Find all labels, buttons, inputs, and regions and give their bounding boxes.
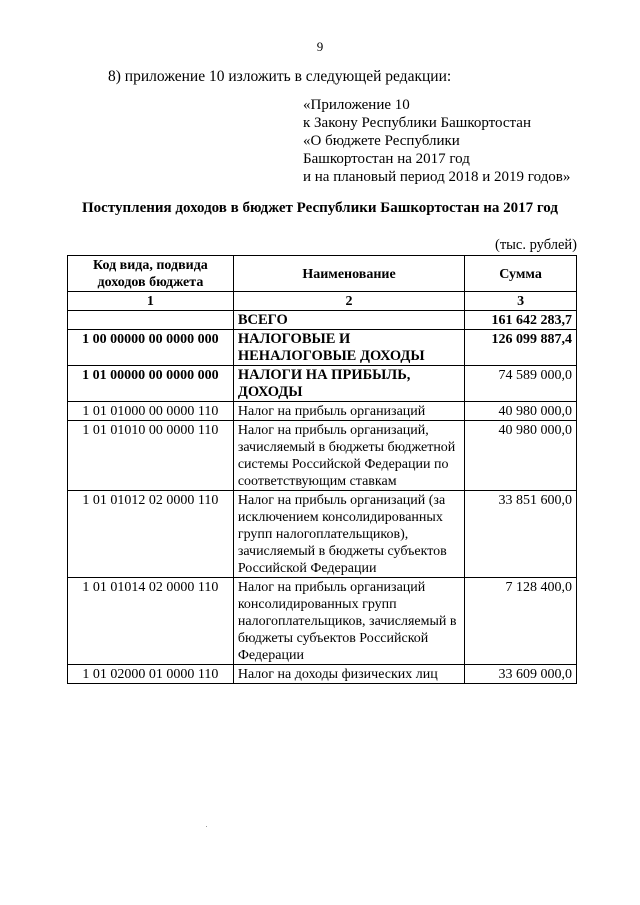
header-name: Наименование	[233, 256, 464, 292]
appendix-line: и на плановый период 2018 и 2019 годов»	[303, 169, 571, 185]
row-amount: 161 642 283,7	[465, 311, 577, 330]
row-name: Налог на прибыль организаций (за исключением консолидированных групп налогоплательщиков), зачисляемый в бюджеты субъектов Российской Федерации	[233, 491, 464, 578]
row-amount: 33 609 000,0	[465, 665, 577, 684]
appendix-line: к Закону Республики Башкортостан	[303, 115, 531, 131]
column-number: 2	[233, 292, 464, 311]
row-name: Налог на прибыль организаций	[233, 402, 464, 421]
row-amount: 126 099 887,4	[465, 330, 577, 366]
row-name: Налог на доходы физических лиц	[233, 665, 464, 684]
table-row	[68, 421, 577, 491]
row-amount: 7 128 400,0	[465, 578, 577, 665]
scan-artifact	[206, 826, 207, 827]
row-name: ВСЕГО	[233, 311, 464, 330]
column-number: 1	[68, 292, 234, 311]
appendix-reference	[303, 96, 570, 186]
row-code: 1 00 00000 00 0000 000	[68, 330, 234, 366]
intro-paragraph: 8) приложение 10 изложить в следующей редакции:	[108, 68, 452, 85]
document-title: Поступления доходов в бюджет Республики Башкортостан на 2017 год	[82, 200, 558, 216]
appendix-line: Башкортостан на 2017 год	[303, 151, 470, 167]
row-name: НАЛОГОВЫЕ И НЕНАЛОГОВЫЕ ДОХОДЫ	[233, 330, 464, 366]
row-amount: 74 589 000,0	[465, 366, 577, 402]
table-header-row	[68, 256, 577, 292]
table-row	[68, 366, 577, 402]
table-row	[68, 402, 577, 421]
row-amount: 40 980 000,0	[465, 402, 577, 421]
revenue-table	[67, 255, 577, 684]
row-code: 1 01 01014 02 0000 110	[68, 578, 234, 665]
table-row	[68, 330, 577, 366]
unit-note: (тыс. рублей)	[495, 237, 577, 253]
row-code: 1 01 02000 01 0000 110	[68, 665, 234, 684]
column-number: 3	[465, 292, 577, 311]
table-row	[68, 311, 577, 330]
row-code: 1 01 01010 00 0000 110	[68, 421, 234, 491]
appendix-line: «О бюджете Республики	[303, 133, 460, 149]
row-code	[68, 311, 234, 330]
column-number-row	[68, 292, 577, 311]
row-name: Налог на прибыль организаций, зачисляемый в бюджеты бюджетной системы Российской Федерации по соответствующим ставкам	[233, 421, 464, 491]
header-code: Код вида, подвида доходов бюджета	[68, 256, 234, 292]
row-amount: 40 980 000,0	[465, 421, 577, 491]
table-row	[68, 491, 577, 578]
row-name: Налог на прибыль организаций консолидированных групп налогоплательщиков, зачисляемый в бюджеты субъектов Российской Федерации	[233, 578, 464, 665]
row-code: 1 01 00000 00 0000 000	[68, 366, 234, 402]
row-amount: 33 851 600,0	[465, 491, 577, 578]
row-code: 1 01 01000 00 0000 110	[68, 402, 234, 421]
row-code: 1 01 01012 02 0000 110	[68, 491, 234, 578]
row-name: НАЛОГИ НА ПРИБЫЛЬ, ДОХОДЫ	[233, 366, 464, 402]
appendix-line: «Приложение 10	[303, 97, 410, 113]
header-amount: Сумма	[465, 256, 577, 292]
table-row	[68, 578, 577, 665]
page-number: 9	[316, 39, 324, 54]
table-row	[68, 665, 577, 684]
